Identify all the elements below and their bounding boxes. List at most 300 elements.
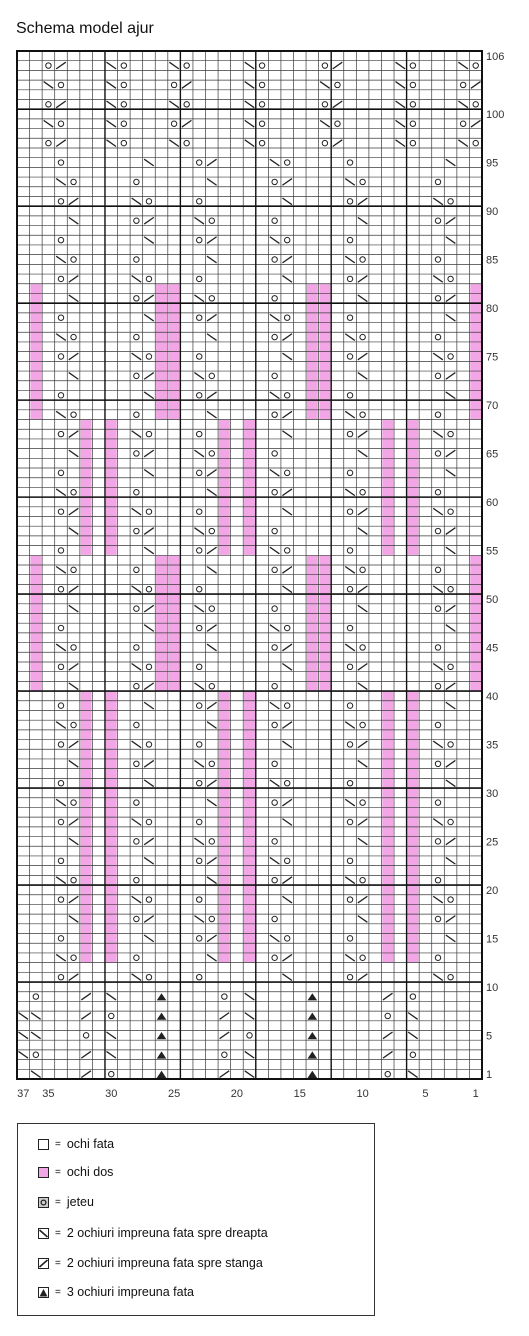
yarn-over-symbol (197, 625, 202, 630)
k2tog-right-symbol (245, 1013, 255, 1020)
yarn-over-symbol (322, 102, 327, 107)
yarn-over-symbol (272, 684, 277, 689)
yarn-over-symbol (209, 528, 214, 533)
knit-square-icon (38, 1139, 49, 1150)
yarn-over-symbol (134, 412, 139, 417)
yarn-over-symbol (197, 897, 202, 902)
yarn-over-symbol (448, 431, 453, 436)
yarn-over-symbol (121, 121, 126, 126)
k2tog-left-symbol (446, 295, 456, 302)
k2tog-right-symbol (396, 140, 406, 147)
k2tog-left-symbol (220, 1032, 230, 1039)
k2tog-left-symbol (383, 993, 393, 1000)
k2tog-right-symbol (345, 954, 355, 961)
yarn-over-symbol (58, 780, 63, 785)
yarn-over-symbol (347, 431, 352, 436)
k2tog-right-symbol (19, 1051, 29, 1058)
yarn-over-symbol (58, 548, 63, 553)
k2tog-right-symbol (194, 217, 204, 224)
k2tog-left-symbol (282, 256, 292, 263)
yarn-over-symbol (410, 121, 415, 126)
k2tog-right-symbol (270, 314, 280, 321)
k2tog-left-symbol (471, 120, 481, 127)
k2tog-right-symbol (69, 373, 79, 380)
k2tog-left-symbol (81, 993, 91, 1000)
yarn-over-symbol (71, 645, 76, 650)
k2tog-right-symbol (144, 237, 154, 244)
yarn-over-symbol (435, 373, 440, 378)
k2tog-right-symbol (207, 256, 217, 263)
legend-item-k2tog-right (38, 1225, 268, 1241)
yarn-over-symbol (347, 703, 352, 708)
k2tog-right-symbol (56, 489, 66, 496)
k3tog-icon (38, 1287, 49, 1298)
k2tog-right-symbol (132, 198, 142, 205)
k2tog-right-symbol (56, 799, 66, 806)
legend-item-k2tog-left (38, 1255, 263, 1271)
yarn-over-symbol (134, 373, 139, 378)
k2tog-right-symbol (433, 508, 443, 515)
k2tog-right-symbol (194, 838, 204, 845)
row-number-label: 106 (486, 50, 505, 63)
k2tog-right-symbol (446, 392, 456, 399)
k2tog-left-symbol (144, 916, 154, 923)
yarn-over-symbol (272, 528, 277, 533)
yarn-over-symbol (71, 800, 76, 805)
yarn-over-symbol (284, 625, 289, 630)
yarn-over-symbol (448, 664, 453, 669)
yarn-over-symbol (272, 296, 277, 301)
k2tog-right-symbol (56, 644, 66, 651)
yarn-over-symbol (197, 237, 202, 242)
yarn-over-symbol (58, 199, 63, 204)
k2tog-right-symbol (207, 644, 217, 651)
k2tog-left-symbol (144, 760, 154, 767)
yarn-over-symbol (58, 354, 63, 359)
k2tog-left-symbol (56, 140, 66, 147)
yarn-over-symbol (197, 160, 202, 165)
k2tog-left-symbol (81, 1071, 91, 1078)
k2tog-left-symbol (446, 916, 456, 923)
yarn-over-symbol (146, 742, 151, 747)
k2tog-right-symbol (144, 625, 154, 632)
k2tog-right-symbol (207, 179, 217, 186)
k2tog-left-symbol (144, 373, 154, 380)
yarn-over-symbol (209, 373, 214, 378)
k2tog-right-symbol (433, 819, 443, 826)
yarn-over-symbol (58, 897, 63, 902)
k2tog-right-symbol (408, 1013, 418, 1020)
legend (17, 1123, 375, 1316)
k2tog-right-symbol (56, 567, 66, 574)
k2tog-left-symbol (282, 722, 292, 729)
k2tog-right-symbol (345, 489, 355, 496)
k2tog-left-symbol (207, 702, 217, 709)
k2tog-right-symbol (132, 276, 142, 283)
yarn-over-symbol (448, 354, 453, 359)
k2tog-right-symbol (270, 625, 280, 632)
k2tog-right-symbol (106, 82, 116, 89)
yarn-over-symbol (360, 645, 365, 650)
yarn-over-symbol (448, 276, 453, 281)
k2tog-right-symbol (19, 1013, 29, 1020)
yarn-over-symbol (435, 412, 440, 417)
k2tog-right-symbol (270, 470, 280, 477)
k2tog-right-symbol (446, 237, 456, 244)
k2tog-right-symbol (144, 702, 154, 709)
yarn-over-symbol (197, 664, 202, 669)
k2tog-right-symbol (245, 82, 255, 89)
k2tog-right-symbol (69, 760, 79, 767)
k2tog-left-symbol (207, 857, 217, 864)
k2tog-right-symbol (320, 120, 330, 127)
yarn-over-symbol (134, 606, 139, 611)
k2tog-left-symbol (69, 353, 79, 360)
yarn-over-symbol (184, 102, 189, 107)
k3tog-symbol (157, 1071, 167, 1078)
row-number-label: 10 (486, 981, 499, 994)
k2tog-left-symbol (358, 663, 368, 670)
yarn-over-symbol (58, 431, 63, 436)
yarn-over-symbol (46, 63, 51, 68)
yarn-over-symbol (347, 509, 352, 514)
yarn-over-symbol (134, 296, 139, 301)
k2tog-right-symbol (31, 1071, 41, 1078)
k2tog-right-symbol (132, 896, 142, 903)
k2tog-right-symbol (194, 373, 204, 380)
yarn-over-symbol (247, 1033, 252, 1038)
k2tog-right-symbol (358, 373, 368, 380)
k2tog-right-symbol (144, 470, 154, 477)
k2tog-left-symbol (182, 120, 192, 127)
k2tog-left-symbol (282, 799, 292, 806)
k2tog-right-symbol (446, 547, 456, 554)
legend-item-purl (38, 1164, 113, 1180)
yarn-over-symbol (146, 587, 151, 592)
yarn-over-symbol (134, 955, 139, 960)
column-number-label: 15 (293, 1088, 306, 1100)
k2tog-left-symbol (358, 353, 368, 360)
row-number-label: 5 (486, 1030, 493, 1043)
yarn-over-symbol (435, 528, 440, 533)
k3tog-symbol (308, 1051, 318, 1058)
legend-label: ochi dos (66, 1165, 114, 1179)
yarn-over-symbol (46, 102, 51, 107)
row-number-label: 65 (486, 448, 499, 461)
yarn-over-symbol (460, 82, 465, 87)
yarn-over-symbol (284, 703, 289, 708)
k2tog-left-symbol (207, 159, 217, 166)
yarn-over-symbol (121, 82, 126, 87)
k2tog-right-symbol (358, 760, 368, 767)
yarn-over-symbol (134, 334, 139, 339)
k2tog-right-symbol (345, 256, 355, 263)
yarn-over-symbol (360, 490, 365, 495)
k2tog-right-symbol (458, 62, 468, 69)
k2tog-left-symbol (446, 605, 456, 612)
legend-equals: = (55, 1196, 61, 1208)
yarn-over-symbol (360, 877, 365, 882)
yarn-over-symbol (197, 354, 202, 359)
k2tog-right-symbol (358, 295, 368, 302)
yarn-over-symbol (171, 121, 176, 126)
k2tog-left-symbol (282, 644, 292, 651)
yarn-over-symbol (284, 470, 289, 475)
k2tog-right-symbol (345, 411, 355, 418)
k2tog-right-symbol (345, 334, 355, 341)
k2tog-right-symbol (132, 974, 142, 981)
k2tog-right-symbol (69, 217, 79, 224)
k2tog-right-symbol (245, 140, 255, 147)
yarn-over-symbol (134, 179, 139, 184)
yarn-over-symbol (209, 296, 214, 301)
k2tog-left-symbol (81, 1013, 91, 1020)
yarn-over-symbol (410, 63, 415, 68)
yarn-over-symbol (146, 354, 151, 359)
k2tog-right-symbol (144, 547, 154, 554)
row-number-label: 70 (486, 399, 499, 412)
yarn-over-symbol (448, 509, 453, 514)
legend-equals: = (55, 1227, 61, 1239)
yarn-over-symbol (58, 974, 63, 979)
k2tog-right-symbol (194, 760, 204, 767)
yarn-over-symbol (71, 334, 76, 339)
k2tog-right-symbol (106, 62, 116, 69)
k2tog-right-symbol (44, 120, 54, 127)
yarn-over-symbol (197, 819, 202, 824)
k2tog-left-symbol (358, 896, 368, 903)
yarn-over-symbol (134, 839, 139, 844)
k2tog-right-symbol (207, 799, 217, 806)
k3tog-symbol (157, 993, 167, 1000)
k2tog-right-symbol (358, 450, 368, 457)
k2tog-right-symbol (345, 179, 355, 186)
k2tog-right-symbol (270, 702, 280, 709)
k2tog-left-symbol (446, 373, 456, 380)
k2tog-right-symbol (245, 120, 255, 127)
purl-square-icon (38, 1167, 49, 1178)
yarn-over-symbol (58, 587, 63, 592)
k2tog-right-symbol (345, 722, 355, 729)
yarn-over-symbol (184, 63, 189, 68)
k2tog-right-symbol (245, 1051, 255, 1058)
yarn-over-symbol (435, 257, 440, 262)
yarn-over-symbol (134, 218, 139, 223)
yarn-over-symbol (347, 199, 352, 204)
k2tog-right-icon (38, 1228, 49, 1239)
yarn-over-symbol (134, 800, 139, 805)
yarn-over-symbol (435, 567, 440, 572)
k2tog-right-symbol (358, 605, 368, 612)
yarn-over-symbol (146, 974, 151, 979)
k2tog-left-icon (38, 1258, 49, 1269)
k2tog-left-symbol (144, 295, 154, 302)
k2tog-left-symbol (383, 1051, 393, 1058)
yarn-over-symbol (58, 393, 63, 398)
k2tog-right-symbol (358, 916, 368, 923)
yarn-over-symbol (197, 509, 202, 514)
k2tog-right-symbol (194, 295, 204, 302)
yarn-over-symbol (347, 625, 352, 630)
yarn-over-symbol (259, 121, 264, 126)
k2tog-right-symbol (132, 663, 142, 670)
k2tog-right-symbol (207, 954, 217, 961)
k2tog-left-symbol (69, 896, 79, 903)
yarn-over-symbol (197, 587, 202, 592)
k2tog-right-symbol (31, 1013, 41, 1020)
yarn-over-symbol (197, 936, 202, 941)
yarn-over-symbol (222, 1052, 227, 1057)
yarn-over-symbol (184, 140, 189, 145)
yarn-over-symbol (284, 780, 289, 785)
yarn-over-symbol (410, 102, 415, 107)
legend-equals: = (55, 1257, 61, 1269)
k2tog-right-symbol (446, 935, 456, 942)
k2tog-right-symbol (358, 838, 368, 845)
column-number-label: 35 (42, 1088, 55, 1100)
column-number-label: 5 (422, 1088, 429, 1100)
k2tog-left-symbol (383, 1032, 393, 1039)
k2tog-right-symbol (194, 605, 204, 612)
k2tog-right-symbol (446, 470, 456, 477)
k2tog-left-symbol (69, 508, 79, 515)
yarn-over-symbol (197, 276, 202, 281)
legend-label: 2 ochiuri impreuna fata spre stanga (66, 1256, 263, 1270)
yarn-over-symbol (58, 276, 63, 281)
column-number-label: 37 (17, 1088, 30, 1100)
yarn-over-symbol (272, 451, 277, 456)
k2tog-right-symbol (245, 1071, 255, 1078)
k3tog-symbol (308, 1032, 318, 1039)
yarn-over-symbol (259, 63, 264, 68)
k2tog-right-symbol (282, 741, 292, 748)
yarn-over-symbol (259, 102, 264, 107)
k2tog-right-symbol (207, 489, 217, 496)
yarn-over-symbol (259, 82, 264, 87)
row-number-label: 25 (486, 836, 499, 849)
yarn-over-symbol (71, 877, 76, 882)
yarn-over-symbol (209, 218, 214, 223)
k2tog-right-symbol (270, 780, 280, 787)
row-number-label: 100 (486, 109, 505, 122)
k2tog-right-symbol (144, 857, 154, 864)
k2tog-right-symbol (345, 567, 355, 574)
yarn-over-symbol (284, 858, 289, 863)
k2tog-right-symbol (446, 780, 456, 787)
yarn-over-symbol (347, 974, 352, 979)
row-number-label: 15 (486, 933, 499, 946)
k2tog-right-symbol (282, 663, 292, 670)
k2tog-left-symbol (446, 838, 456, 845)
k2tog-left-symbol (358, 586, 368, 593)
yarn-over-symbol (272, 877, 277, 882)
yarn-over-symbol (134, 877, 139, 882)
row-number-label: 55 (486, 545, 499, 558)
row-number-label: 35 (486, 739, 499, 752)
yarn-over-symbol (435, 877, 440, 882)
yarn-over-symbol (197, 974, 202, 979)
k2tog-right-symbol (433, 353, 443, 360)
k2tog-right-symbol (144, 935, 154, 942)
k2tog-right-symbol (270, 237, 280, 244)
yarn-over-symbol (58, 470, 63, 475)
k2tog-right-symbol (144, 314, 154, 321)
yarn-over-symbol (71, 955, 76, 960)
yarn-over-symbol (46, 140, 51, 145)
yarn-over-symbol (209, 684, 214, 689)
yarn-over-symbol (146, 276, 151, 281)
k2tog-left-symbol (207, 625, 217, 632)
k2tog-right-symbol (106, 1032, 116, 1039)
yarn-over-symbol (134, 645, 139, 650)
legend-label: jeteu (66, 1195, 94, 1209)
yarn-over-symbol (347, 470, 352, 475)
yarn-over-symbol (197, 858, 202, 863)
yarn-over-symbol (71, 722, 76, 727)
k2tog-right-symbol (169, 140, 179, 147)
row-number-label: 85 (486, 254, 499, 267)
k2tog-left-symbol (446, 760, 456, 767)
k2tog-right-symbol (207, 877, 217, 884)
yarn-over-symbol (58, 703, 63, 708)
yarn-over-symbol (58, 121, 63, 126)
row-number-label: 1 (486, 1069, 493, 1082)
yarn-over-symbol (360, 722, 365, 727)
k2tog-left-symbol (446, 528, 456, 535)
k2tog-right-symbol (69, 605, 79, 612)
yarn-over-symbol (435, 451, 440, 456)
k2tog-right-symbol (282, 896, 292, 903)
yarn-over-symbol (146, 897, 151, 902)
legend-item-knit (38, 1136, 114, 1152)
yarn-over-symbol (134, 528, 139, 533)
yarn-over-symbol (272, 218, 277, 223)
k2tog-right-symbol (169, 62, 179, 69)
yarn-over-symbol (146, 431, 151, 436)
yarn-over-symbol (360, 179, 365, 184)
k2tog-left-symbol (282, 567, 292, 574)
k2tog-right-symbol (270, 547, 280, 554)
yarn-over-symbol (272, 645, 277, 650)
legend-equals: = (55, 1138, 61, 1150)
k3tog-symbol (308, 993, 318, 1000)
yarn-over-symbol (347, 237, 352, 242)
k2tog-right-symbol (282, 586, 292, 593)
yarn-over-symbol (58, 936, 63, 941)
yarn-over-symbol (272, 916, 277, 921)
k2tog-right-symbol (245, 62, 255, 69)
k2tog-right-symbol (446, 159, 456, 166)
k2tog-left-symbol (81, 1051, 91, 1058)
yarn-over-symbol (134, 257, 139, 262)
k2tog-left-symbol (56, 101, 66, 108)
yarn-over-symbol (197, 470, 202, 475)
k2tog-left-symbol (207, 470, 217, 477)
yarn-over-symbol (58, 160, 63, 165)
yarn-over-symbol (360, 800, 365, 805)
k2tog-right-symbol (194, 450, 204, 457)
k2tog-left-symbol (69, 586, 79, 593)
k2tog-right-symbol (458, 140, 468, 147)
k2tog-right-symbol (69, 295, 79, 302)
k2tog-right-symbol (396, 101, 406, 108)
k2tog-right-symbol (433, 431, 443, 438)
yarn-over-symbol (284, 315, 289, 320)
k2tog-right-symbol (207, 334, 217, 341)
yarn-over-symbol (435, 761, 440, 766)
yarn-over-symbol (410, 1052, 415, 1057)
yarn-over-symbol (197, 199, 202, 204)
